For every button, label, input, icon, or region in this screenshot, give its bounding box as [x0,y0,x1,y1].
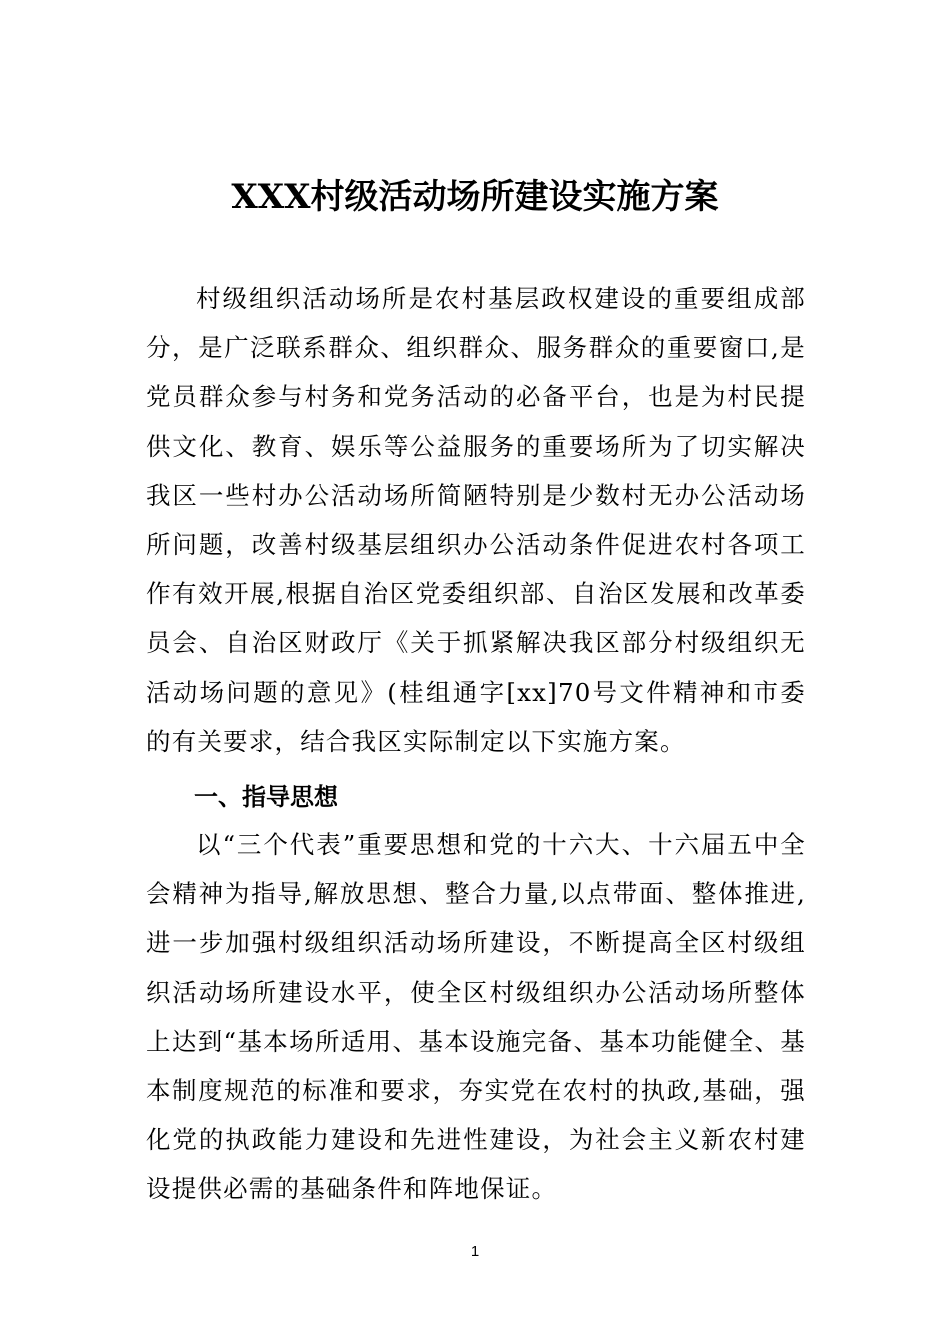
section-heading-guiding-ideology: 一、指导思想 [194,783,338,811]
document-title: XXX村级活动场所建设实施方案 [231,177,719,217]
page-number: 1 [470,1243,480,1260]
guiding-ideology-paragraph: 以“三个代表”重要思想和党的十六大、十六届五中全会精神为指导,解放思想、整合力量,以点带面、整体推进,进一步加强村级组织活动场所建设，不断提高全区村级组织活动场所建设水平，使全区村级组织办公活动场所整体上达到“基本场所适用、基本设施完备、基本功能健全、基本制度规范的标准和要求，夯实党在农村的执政,基础，强化党的执政能力建设和先进性建设，为社会主义新农村建设提供必需的基础条件和阵地保证。 [146,830,806,1204]
intro-paragraph: 村级组织活动场所是农村基层政权建设的重要组成部分，是广泛联系群众、组织群众、服务群众的重要窗口,是党员群众参与村务和党务活动的必备平台，也是为村民提供文化、教育、娱乐等公益服务的重要场所为了切实解决我区一些村办公活动场所简陋特别是少数村无办公活动场所问题，改善村级基层组织办公活动条件促进农村各项工作有效开展,根据自治区党委组织部、自治区发展和改革委员会、自治区财政厅《关于抓紧解决我区部分村级组织无活动场问题的意见》(桂组通字[xx]70号文件精神和市委的有关要求，结合我区实际制定以下实施方案。 [146,284,806,756]
